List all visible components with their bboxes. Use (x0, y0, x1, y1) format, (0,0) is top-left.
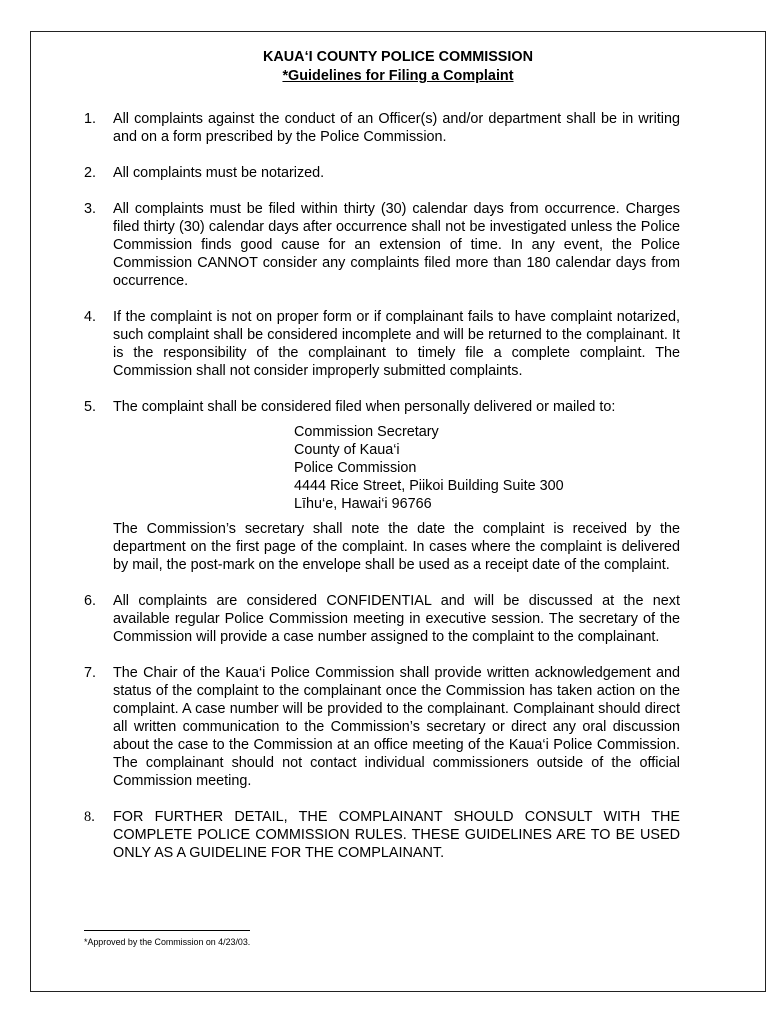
document-subtitle: *Guidelines for Filing a Complaint (282, 68, 514, 84)
mailing-address (294, 423, 680, 513)
guideline-item-8 (84, 808, 680, 862)
item-number: 5. (84, 399, 97, 415)
item-text: All complaints are considered CONFIDENTIAL and will be discussed at the next available regular Police Commission meeting in executive session. The secretary of the Commission will provide a case number assigned to the complaint to the complainant. (113, 593, 680, 645)
footnote: *Approved by the Commission on 4/23/03. (84, 937, 251, 947)
footnote-separator (84, 930, 250, 931)
item-text: The complaint shall be considered filed when personally delivered or mailed to: (113, 399, 616, 415)
item-text: All complaints must be notarized. (113, 165, 325, 181)
item-text-continued: The Commission’s secretary shall note the date the complaint is received by the department on the first page of the complaint. In cases where the complaint is delivered by mail, the post-mark on the envelope shall be used as a receipt date of the complaint. (113, 521, 680, 573)
item-text: All complaints must be filed within thirty (30) calendar days from occurrence. Charges filed thirty (30) calendar days after occurrence shall not be investigated unless the Police Commission finds good cause for an extension of time. In any event, the Police Commission CANNOT consider any complaints filed more than 180 calendar days from occurrence. (113, 201, 680, 289)
guideline-item-4 (84, 308, 680, 380)
document-header (30, 48, 766, 86)
guideline-item-3 (84, 200, 680, 290)
address-line: Commission Secretary (294, 424, 439, 440)
item-text: The Chair of the Kaua‘i Police Commission shall provide written acknowledgement and status of the complaint to the complainant once the Commission has taken action on the complaint. A case number will be provided to the complainant. Complainant should direct all written communication to the Commission’s secretary or direct any oral discussion about the case to the Commission at an office meeting of the Kaua‘i Police Commission. The complainant should not contact individual commissioners outside of the official Commission meeting. (113, 665, 680, 789)
item-number: 2. (84, 165, 97, 181)
guideline-item-6 (84, 592, 680, 646)
item-number: 6. (84, 593, 97, 609)
item-text: All complaints against the conduct of an Officer(s) and/or department shall be in writing and on a form prescribed by the Police Commission. (113, 111, 680, 145)
guideline-item-1 (84, 110, 680, 146)
item-number: 4. (84, 309, 97, 325)
address-line: County of Kaua‘i (294, 442, 400, 458)
address-line: Police Commission (294, 460, 417, 476)
item-text: If the complaint is not on proper form or if complainant fails to have complaint notarized, such complaint shall be considered incomplete and will be returned to the complainant. It is the responsibility of the complainant to timely file a complete complaint. The Commission shall not consider improperly submitted complaints. (113, 309, 680, 379)
item-number: 3. (84, 201, 97, 217)
item-number: 8. (84, 809, 95, 825)
guideline-item-2 (84, 164, 680, 182)
document-title: KAUA‘I COUNTY POLICE COMMISSION (263, 49, 533, 65)
guideline-item-5 (84, 398, 680, 574)
item-number: 1. (84, 111, 97, 127)
address-line: Līhu‘e, Hawai‘i 96766 (294, 496, 432, 512)
item-number: 7. (84, 665, 97, 681)
address-line: 4444 Rice Street, Piikoi Building Suite 300 (294, 478, 564, 494)
guidelines-list (84, 110, 680, 862)
guideline-item-7 (84, 664, 680, 790)
item-text: FOR FURTHER DETAIL, THE COMPLAINANT SHOULD CONSULT WITH THE COMPLETE POLICE COMMISSION RULES. THESE GUIDELINES ARE TO BE USED ONLY AS A GUIDELINE FOR THE COMPLAINANT. (113, 809, 680, 861)
